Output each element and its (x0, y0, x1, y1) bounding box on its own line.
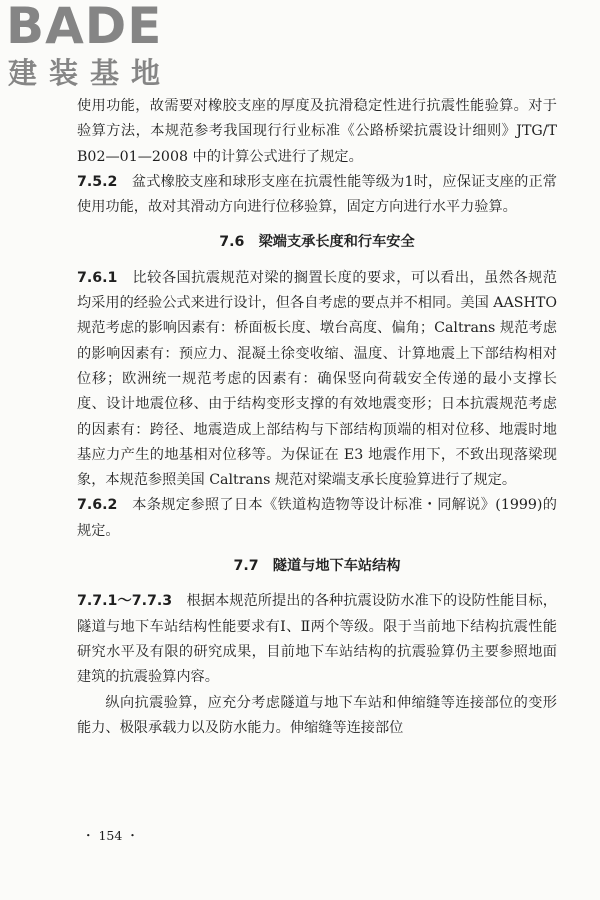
clause-text: 比较各国抗震规范对梁的搁置长度的要求，可以看出，虽然各规范均采用的经验公式来进行设计，但各自考虑的要点并不相同。美国 AASHTO 规范考虑的影响因素有：桥面板长度、墩台高度、偏角；Caltrans 规范考虑的影响因素有：预应力、混凝土徐变收缩、温度、计算地震上下部结构相对位移；欧洲统一规范考虑的因素有：确保竖向荷载安全传递的最小支撑长度、设计地震位移、由于结构变形支撑的有效地震变形；日本抗震规范考虑的因素有：跨径、地震造成上部结构与下部结构顶端的相对位移、地震时地基应力产生的地基相对位移等。为保证在 E3 地震作用下，不致出现落梁现象，本规范参照美国 Caltrans 规范对梁端支承长度验算进行了规定。 (77, 269, 557, 489)
section-heading-7-7: 7.7 隧道与地下车站结构 (233, 558, 401, 575)
paragraph-longitudinal: 纵向抗震验算，应充分考虑隧道与地下车站和伸缩缝等连接部位的变形能力、极限承载力以及防水能力。伸缩缝等连接部位 (77, 694, 557, 736)
page-body (77, 94, 557, 741)
clause-number: 7.5.2 (77, 173, 118, 190)
clause-number: 7.6.2 (77, 497, 118, 514)
logo (6, 0, 182, 90)
clause-number: 7.7.1～7.7.3 (77, 593, 173, 610)
section-heading-7-6: 7.6 梁端支承长度和行车安全 (219, 234, 415, 251)
paragraph-continued: 使用功能，故需要对橡胶支座的厚度及抗滑稳定性进行抗震性能验算。对于验算方法，本规范参考我国现行行业标准《公路桥梁抗震设计细则》JTG/T B02—01—2008 中的计算公式进行了规定。 (77, 98, 557, 165)
logo-subtitle: 建装基地 (8, 56, 173, 90)
clause-7-6-2 (77, 493, 557, 544)
clause-7-7-1-to-7-7-3 (77, 589, 557, 690)
clause-7-6-1 (77, 266, 557, 494)
clause-7-5-2 (77, 170, 557, 221)
clause-number: 7.6.1 (77, 269, 118, 286)
clause-text: 根据本规范所提出的各种抗震设防水准下的设防性能目标，隧道与地下车站结构性能要求有Ⅰ、Ⅱ两个等级。限于当前地下结构抗震性能研究水平及有限的研究成果，目前地下车站结构的抗震验算仍主要参照地面建筑的抗震验算内容。 (77, 593, 557, 686)
clause-text: 盆式橡胶支座和球形支座在抗震性能等级为1时，应保证支座的正常使用功能，故对其滑动方向进行位移验算，固定方向进行水平力验算。 (77, 173, 557, 216)
clause-text: 本条规定参照了日本《铁道构造物等设计标准・同解说》(1999)的规定。 (77, 497, 557, 539)
page-number: ・ 154 ・ (82, 828, 139, 843)
logo-brand-text: BADE (6, 0, 163, 55)
